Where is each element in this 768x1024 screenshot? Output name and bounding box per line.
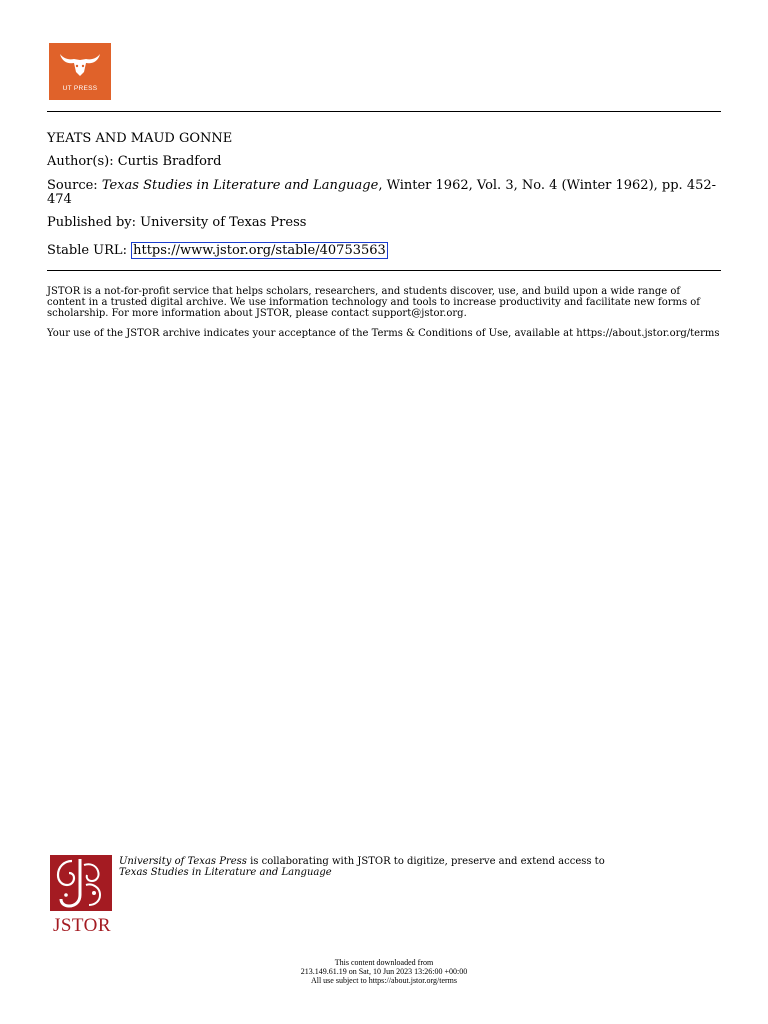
source-line [47,179,721,207]
source-details: , Winter 1962, Vol. 3, No. 4 (Winter 1962), pp. 452-474 [47,178,717,207]
collab-publisher: University of Texas Press [119,856,247,867]
stable-url-link[interactable]: https://www.jstor.org/stable/40753563 [133,243,386,258]
stable-url-label: Stable URL: [47,243,127,258]
publisher-line [47,216,721,230]
ut-press-logo-text: UT PRESS [62,85,98,92]
jstor-notice-paragraph: JSTOR is a not-for-profit service that helps scholars, researchers, and students discover, use, and build upon a wide range of content in a trusted digital archive. We use information technology and tools to increase productivity and facilitate new forms of scholarship. For more information about JSTOR, please contact support@jstor.org. [47,286,701,319]
journal-title: Texas Studies in Literature and Language [101,178,379,193]
footer-line-3: All use subject to https://about.jstor.org/terms [310,976,458,985]
source-label: Source: [47,178,98,193]
terms-notice-paragraph: Your use of the JSTOR archive indicates your acceptance of the Terms & Conditions of Use, available at https://about.jstor.org/terms [47,328,720,339]
footer-line-2: 213.149.61.19 on Sat, 10 Jun 2023 13:26:00 +00:00 [300,967,468,976]
jstor-logo [50,855,114,935]
author-line [47,155,721,169]
collab-middle-text: is collaborating with JSTOR to digitize, preserve and extend access to [246,856,605,867]
collaboration-statement [119,856,719,878]
published-by-label: Published by: [47,215,136,230]
ut-press-logo [49,43,111,100]
article-title: YEATS AND MAUD GONNE [47,131,233,146]
middle-divider [47,270,721,271]
stable-url-line [47,244,721,258]
jstor-logo-text: JSTOR [52,915,112,936]
collab-journal: Texas Studies in Literature and Language [119,867,332,878]
download-footer [0,958,768,985]
footer-line-1: This content downloaded from [334,958,434,967]
top-divider [47,111,721,112]
jstor-emblem-icon [50,855,112,911]
author-name: Curtis Bradford [117,154,222,169]
author-label: Author(s): [47,154,114,169]
publisher-name: University of Texas Press [140,215,307,230]
longhorn-icon [58,50,102,82]
